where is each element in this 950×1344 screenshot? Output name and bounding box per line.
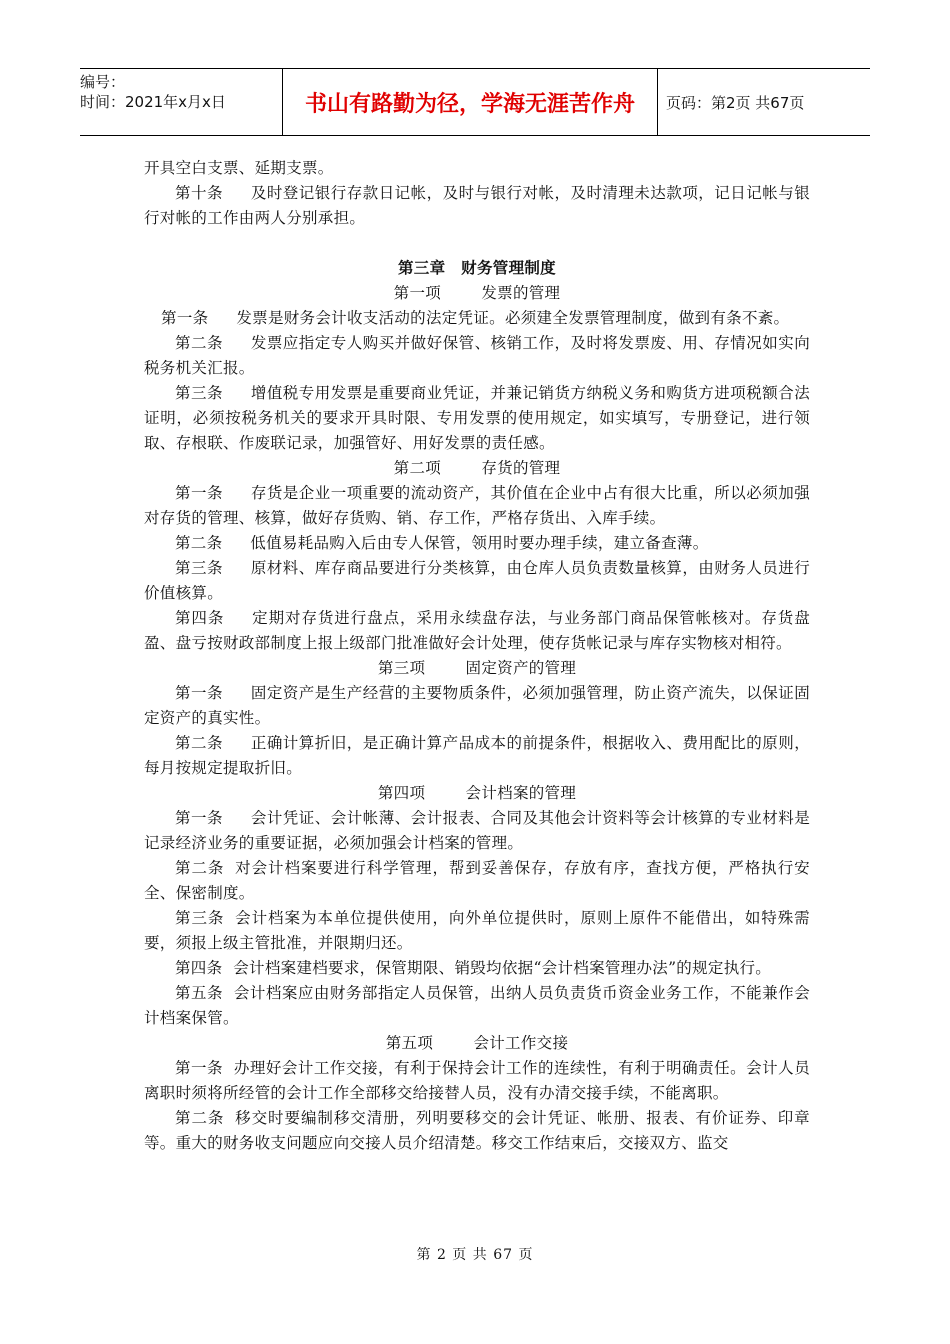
article-label: 第四条 — [175, 609, 225, 627]
article-label: 第一条 — [175, 484, 223, 502]
section-heading — [144, 1031, 810, 1056]
article-label: 第三条 — [175, 384, 223, 402]
article-text: 定期对存货进行盘点，采用永续盘存法，与业务部门商品保管帐核对。存货盘盈、盘亏按财政部制度上报上级部门批准做好会计处理，使存货帐记录与库存实物核对相符。 — [144, 609, 810, 652]
section-title: 存货的管理 — [481, 459, 561, 477]
header-page-info: 页码：第2页 共67页 — [666, 93, 805, 112]
article-label: 第二条 — [175, 534, 223, 552]
paragraph-continuation: 开具空白支票、延期支票。 — [144, 159, 334, 177]
article — [144, 906, 810, 956]
article — [144, 331, 810, 381]
article-text: 发票应指定专人购买并做好保管、核销工作，及时将发票废、用、存情况如实向税务机关汇报。 — [144, 334, 810, 377]
article — [144, 806, 810, 856]
article-text: 发票是财务会计收支活动的法定凭证。必须建全发票管理制度，做到有条不紊。 — [236, 309, 790, 327]
article — [144, 981, 810, 1031]
article-text: 低值易耗品购入后由专人保管，领用时要办理手续，建立备查薄。 — [250, 534, 709, 552]
article-text: 会计档案应由财务部指定人员保管，出纳人员负责货币资金业务工作，不能兼作会计档案保管。 — [144, 984, 810, 1027]
article-label: 第二条 — [175, 334, 223, 352]
page-header — [80, 68, 870, 136]
document-number-label: 编号： — [80, 73, 126, 91]
document-date: 时间：2021年x月x日 — [80, 93, 226, 111]
section-heading — [144, 281, 810, 306]
article-label: 第三条 — [175, 909, 225, 927]
article-label: 第二条 — [175, 1109, 225, 1127]
article-text: 办理好会计工作交接，有利于保持会计工作的连续性，有利于明确责任。会计人员离职时须将所经管的会计工作全部移交给接替人员，没有办清交接手续，不能离职。 — [144, 1059, 810, 1102]
article-label: 第一条 — [175, 684, 223, 702]
article — [144, 856, 810, 906]
article-label: 第三条 — [175, 559, 223, 577]
article — [144, 606, 810, 656]
article-text: 原材料、库存商品要进行分类核算，由仓库人员负责数量核算，由财务人员进行价值核算。 — [144, 559, 810, 602]
article-text: 对会计档案要进行科学管理，帮到妥善保存，存放有序，查找方便，严格执行安全、保密制度。 — [144, 859, 810, 902]
header-info-cell — [80, 69, 283, 135]
section-title: 会计档案的管理 — [465, 784, 577, 802]
article-label: 第二条 — [175, 734, 223, 752]
article — [144, 956, 810, 981]
article — [144, 1106, 810, 1156]
article-text: 及时登记银行存款日记帐，及时与银行对帐，及时清理未达款项，记日记帐与银行对帐的工作由两人分别承担。 — [144, 184, 810, 227]
article-10 — [144, 181, 810, 231]
section-label: 第五项 — [385, 1034, 434, 1052]
article-label: 第一条 — [175, 809, 223, 827]
article — [144, 556, 810, 606]
article-text: 固定资产是生产经营的主要物质条件，必须加强管理，防止资产流失，以保证固定资产的真实性。 — [144, 684, 810, 727]
section-heading — [144, 656, 810, 681]
article-text: 正确计算折旧，是正确计算产品成本的前提条件，根据收入、费用配比的原则，每月按规定提取折旧。 — [144, 734, 810, 777]
header-motto: 书山有路勤为径，学海无涯苦作舟 — [283, 69, 658, 135]
article-label: 第十条 — [175, 184, 223, 202]
article-text: 会计档案建档要求，保管期限、销毁均依据“会计档案管理办法”的规定执行。 — [233, 959, 772, 977]
article-text: 存货是企业一项重要的流动资产，其价值在企业中占有很大比重，所以必须加强对存货的管理、核算，做好存货购、销、存工作，严格存货出、入库手续。 — [144, 484, 810, 527]
article-text: 会计凭证、会计帐薄、会计报表、合同及其他会计资料等会计核算的专业材料是记录经济业务的重要证据，必须加强会计档案的管理。 — [144, 809, 810, 852]
article — [144, 1056, 810, 1106]
article — [144, 731, 810, 781]
page-footer: 第 2 页 共 67 页 — [416, 1247, 534, 1263]
section-heading — [144, 456, 810, 481]
chapter-title: 第三章 财务管理制度 — [397, 259, 556, 277]
article — [144, 531, 810, 556]
article-label: 第一条 — [175, 1059, 224, 1077]
section-title: 会计工作交接 — [473, 1034, 569, 1052]
article-text: 会计档案为本单位提供使用，向外单位提供时，原则上原件不能借出，如特殊需要，须报上级主管批准，并限期归还。 — [144, 909, 810, 952]
section-title: 发票的管理 — [481, 284, 561, 302]
article-text: 移交时要编制移交清册，列明要移交的会计凭证、帐册、报表、有价证券、印章等。重大的财务收支问题应向交接人员介绍清楚。移交工作结束后，交接双方、监交 — [144, 1109, 810, 1152]
article — [144, 381, 810, 456]
section-label: 第三项 — [377, 659, 426, 677]
section-heading — [144, 781, 810, 806]
section-label: 第一项 — [393, 284, 442, 302]
article-label: 第五条 — [175, 984, 224, 1002]
document-body — [144, 156, 810, 1156]
section-label: 第二项 — [393, 459, 442, 477]
section-label: 第四项 — [377, 784, 426, 802]
article-text: 增值税专用发票是重要商业凭证，并兼记销货方纳税义务和购货方进项税额合法证明，必须按税务机关的要求开具时限、专用发票的使用规定，如实填写，专册登记，进行领取、存根联、作废联记录，加强管好、用好发票的责任感。 — [144, 384, 810, 452]
article-label: 第四条 — [175, 959, 223, 977]
article — [144, 306, 810, 331]
article — [144, 681, 810, 731]
section-title: 固定资产的管理 — [465, 659, 577, 677]
article — [144, 481, 810, 531]
article-label: 第二条 — [175, 859, 225, 877]
article-label: 第一条 — [161, 309, 209, 327]
